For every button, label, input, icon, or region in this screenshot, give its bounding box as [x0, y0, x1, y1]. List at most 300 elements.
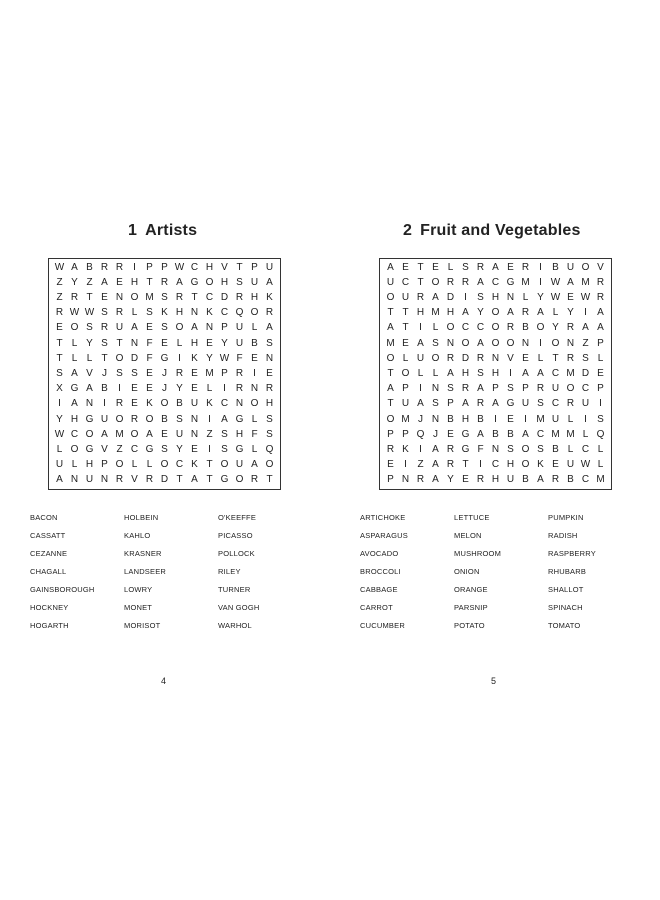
grid-letter: G	[85, 443, 94, 455]
word-list-item: VAN GOGH	[218, 603, 260, 612]
grid-letter: M	[386, 337, 395, 349]
grid-letter: P	[492, 383, 499, 395]
letter-grid	[379, 258, 612, 490]
grid-letter: U	[401, 291, 410, 303]
grid-letter: S	[266, 413, 273, 425]
word-list-item: KRASNER	[124, 549, 162, 558]
grid-letter: O	[431, 276, 440, 288]
grid-letter: D	[130, 352, 139, 364]
grid-letter: O	[205, 276, 214, 288]
grid-letter: A	[176, 276, 183, 288]
grid-letter: E	[101, 291, 108, 303]
grid-letter: Y	[56, 413, 63, 425]
grid-letter: R	[416, 291, 425, 303]
grid-letter: A	[477, 337, 484, 349]
grid-letter: O	[250, 398, 259, 410]
grid-letter: A	[567, 276, 574, 288]
grid-letter: R	[100, 322, 109, 334]
word-list-item: CABBAGE	[360, 585, 398, 594]
grid-letter: A	[507, 307, 514, 319]
grid-letter: I	[584, 307, 587, 319]
grid-letter: E	[116, 276, 123, 288]
grid-letter: G	[235, 413, 244, 425]
grid-letter: L	[251, 443, 258, 455]
grid-letter: R	[446, 352, 455, 364]
grid-letter: S	[537, 398, 544, 410]
grid-letter: H	[491, 367, 500, 379]
grid-letter: Z	[206, 428, 213, 440]
grid-letter: U	[250, 276, 259, 288]
grid-letter: N	[506, 291, 515, 303]
grid-letter: O	[70, 322, 79, 334]
grid-letter: T	[462, 459, 469, 471]
grid-letter: L	[176, 337, 183, 349]
grid-letter: O	[250, 307, 259, 319]
grid-letter: A	[86, 383, 93, 395]
grid-letter: O	[386, 352, 395, 364]
grid-letter: R	[446, 459, 455, 471]
word-list-item: POLLOCK	[218, 549, 255, 558]
grid-letter: L	[206, 383, 213, 395]
grid-letter: W	[219, 352, 230, 364]
grid-letter: N	[265, 352, 274, 364]
grid-letter: O	[160, 459, 169, 471]
grid-letter: Y	[552, 322, 559, 334]
grid-letter: C	[461, 322, 470, 334]
grid-letter: H	[491, 474, 500, 486]
grid-letter: P	[161, 261, 168, 273]
puzzle-number: 1	[128, 222, 138, 239]
grid-letter: T	[56, 352, 63, 364]
grid-letter: C	[220, 307, 229, 319]
grid-letter: N	[190, 307, 199, 319]
grid-letter: F	[146, 352, 153, 364]
grid-letter: P	[522, 383, 529, 395]
grid-letter: B	[522, 322, 529, 334]
grid-letter: L	[597, 352, 604, 364]
grid-letter: B	[567, 474, 574, 486]
grid-letter: I	[133, 261, 136, 273]
grid-letter: O	[431, 352, 440, 364]
grid-letter: E	[552, 459, 559, 471]
grid-letter: W	[69, 307, 80, 319]
grid-letter: H	[461, 367, 470, 379]
grid-letter: A	[56, 474, 63, 486]
grid-letter: H	[205, 261, 214, 273]
grid-letter: S	[116, 367, 123, 379]
grid-letter: U	[506, 474, 515, 486]
grid-letter: A	[477, 428, 484, 440]
grid-letter: A	[146, 428, 153, 440]
grid-letter: W	[550, 291, 561, 303]
grid-letter: G	[85, 413, 94, 425]
grid-letter: L	[86, 352, 93, 364]
grid-letter: A	[251, 459, 258, 471]
grid-letter: R	[115, 474, 124, 486]
grid-letter: Z	[56, 291, 63, 303]
word-list-item: ARTICHOKE	[360, 513, 406, 522]
grid-letter: I	[208, 413, 211, 425]
grid-letter: R	[115, 398, 124, 410]
word-list-item: TOMATO	[548, 621, 581, 630]
grid-letter: C	[581, 383, 590, 395]
grid-letter: E	[251, 352, 258, 364]
word-list-item: LETTUCE	[454, 513, 490, 522]
grid-letter: I	[479, 459, 482, 471]
grid-letter: B	[477, 413, 484, 425]
grid-letter: H	[190, 337, 199, 349]
grid-letter: E	[56, 322, 63, 334]
grid-letter: L	[71, 459, 78, 471]
grid-letter: U	[85, 474, 94, 486]
grid-letter: D	[446, 291, 455, 303]
grid-letter: R	[596, 276, 605, 288]
grid-letter: E	[507, 261, 514, 273]
grid-letter: A	[387, 383, 394, 395]
grid-letter: O	[386, 291, 395, 303]
grid-letter: H	[446, 307, 455, 319]
grid-letter: D	[581, 367, 590, 379]
grid-letter: I	[494, 413, 497, 425]
grid-letter: B	[522, 474, 529, 486]
grid-letter: A	[522, 428, 529, 440]
grid-letter: C	[551, 398, 560, 410]
grid-letter: P	[101, 459, 108, 471]
word-list-item: O'KEEFFE	[218, 513, 257, 522]
word-list-item: ONION	[454, 567, 480, 576]
grid-letter: N	[205, 322, 214, 334]
grid-letter: O	[521, 443, 530, 455]
grid-letter: A	[582, 322, 589, 334]
grid-letter: V	[597, 261, 604, 273]
grid-letter: S	[462, 261, 469, 273]
grid-letter: K	[161, 307, 168, 319]
grid-letter: L	[597, 443, 604, 455]
puzzle-title-text: Fruit and Vegetables	[420, 222, 581, 239]
grid-letter: H	[70, 413, 79, 425]
grid-letter: E	[387, 459, 394, 471]
word-list-item: ORANGE	[454, 585, 488, 594]
grid-letter: A	[597, 322, 604, 334]
grid-letter: U	[100, 413, 109, 425]
grid-letter: L	[567, 413, 574, 425]
grid-letter: I	[464, 291, 467, 303]
grid-letter: S	[56, 367, 63, 379]
word-list-item: LANDSEER	[124, 567, 167, 576]
grid-letter: U	[115, 322, 124, 334]
grid-letter: V	[131, 474, 138, 486]
grid-letter: P	[597, 383, 604, 395]
grid-letter: I	[208, 443, 211, 455]
grid-letter: B	[507, 428, 514, 440]
grid-letter: A	[387, 322, 394, 334]
puzzle-title-text: Artists	[145, 222, 198, 239]
grid-letter: R	[175, 367, 184, 379]
grid-letter: E	[432, 261, 439, 273]
grid-letter: S	[597, 413, 604, 425]
grid-letter: T	[266, 474, 273, 486]
grid-letter: Z	[116, 443, 123, 455]
grid-letter: C	[491, 276, 500, 288]
grid-letter: W	[174, 261, 185, 273]
grid-letter: E	[161, 428, 168, 440]
grid-letter: O	[130, 428, 139, 440]
grid-letter: N	[491, 443, 500, 455]
grid-letter: R	[446, 276, 455, 288]
grid-letter: O	[506, 337, 515, 349]
grid-letter: F	[477, 443, 484, 455]
grid-letter: G	[506, 276, 515, 288]
grid-letter: O	[160, 398, 169, 410]
grid-letter: T	[101, 352, 108, 364]
grid-letter: C	[220, 398, 229, 410]
grid-letter: R	[461, 276, 470, 288]
grid-letter: E	[266, 367, 273, 379]
grid-letter: M	[581, 276, 590, 288]
grid-letter: F	[236, 352, 243, 364]
grid-letter: U	[566, 261, 575, 273]
grid-letter: G	[506, 398, 515, 410]
grid-letter: S	[582, 352, 589, 364]
grid-letter: S	[507, 443, 514, 455]
puzzle-title	[128, 222, 197, 240]
letter-grid	[48, 258, 281, 490]
grid-letter: A	[417, 337, 424, 349]
grid-letter: M	[401, 413, 410, 425]
grid-letter: Y	[477, 307, 484, 319]
page-number: 5	[491, 676, 497, 686]
grid-letter: U	[386, 276, 395, 288]
grid-letter: R	[250, 474, 259, 486]
grid-letter: H	[85, 459, 94, 471]
grid-letter: V	[507, 352, 514, 364]
grid-letter: N	[70, 474, 79, 486]
grid-letter: Y	[447, 474, 454, 486]
grid-letter: R	[476, 398, 485, 410]
grid-letter: C	[581, 474, 590, 486]
puzzle-number: 2	[403, 222, 413, 239]
page-number: 4	[161, 676, 167, 686]
word-list-item: BACON	[30, 513, 58, 522]
grid-letter: A	[462, 398, 469, 410]
grid-letter: C	[130, 443, 139, 455]
grid-letter: U	[235, 337, 244, 349]
grid-letter: N	[190, 428, 199, 440]
grid-letter: H	[250, 291, 259, 303]
grid-letter: O	[265, 459, 274, 471]
grid-letter: N	[130, 337, 139, 349]
grid-letter: U	[175, 428, 184, 440]
grid-letter: T	[206, 459, 213, 471]
grid-letter: T	[206, 474, 213, 486]
grid-letter: I	[404, 459, 407, 471]
grid-letter: Q	[416, 428, 425, 440]
grid-letter: U	[566, 459, 575, 471]
grid-letter: R	[551, 474, 560, 486]
grid-letter: E	[146, 322, 153, 334]
grid-letter: T	[402, 322, 409, 334]
word-list-item: MORISOT	[124, 621, 161, 630]
grid-letter: T	[146, 276, 153, 288]
grid-letter: L	[432, 367, 439, 379]
grid-letter: R	[446, 443, 455, 455]
grid-letter: L	[447, 261, 454, 273]
grid-letter: U	[235, 459, 244, 471]
grid-letter: N	[85, 398, 94, 410]
word-list-item: GAINSBOROUGH	[30, 585, 95, 594]
grid-letter: T	[552, 352, 559, 364]
grid-letter: F	[251, 428, 258, 440]
grid-letter: K	[266, 291, 273, 303]
grid-letter: J	[102, 367, 107, 379]
grid-letter: O	[85, 428, 94, 440]
grid-letter: O	[386, 413, 395, 425]
grid-letter: G	[220, 474, 229, 486]
grid-letter: O	[115, 352, 124, 364]
grid-letter: O	[130, 291, 139, 303]
grid-letter: P	[221, 322, 228, 334]
grid-letter: R	[115, 261, 124, 273]
grid-letter: S	[221, 428, 228, 440]
word-list-item: BROCCOLI	[360, 567, 401, 576]
grid-letter: A	[432, 443, 439, 455]
grid-letter: L	[251, 413, 258, 425]
grid-letter: R	[235, 291, 244, 303]
grid-letter: R	[566, 398, 575, 410]
grid-letter: B	[492, 428, 499, 440]
word-list-item: POTATO	[454, 621, 485, 630]
grid-letter: G	[190, 276, 199, 288]
word-list	[30, 509, 290, 635]
grid-letter: T	[56, 337, 63, 349]
grid-letter: I	[419, 443, 422, 455]
grid-letter: A	[387, 261, 394, 273]
grid-letter: A	[477, 276, 484, 288]
grid-letter: D	[461, 352, 470, 364]
grid-letter: M	[521, 276, 530, 288]
word-list-item: LOWRY	[124, 585, 153, 594]
grid-letter: V	[101, 443, 108, 455]
grid-letter: R	[235, 383, 244, 395]
grid-letter: O	[491, 307, 500, 319]
grid-letter: H	[416, 307, 425, 319]
grid-letter: P	[402, 428, 409, 440]
grid-letter: I	[223, 383, 226, 395]
grid-letter: E	[191, 383, 198, 395]
grid-letter: Y	[206, 352, 213, 364]
grid-letter: T	[402, 307, 409, 319]
grid-letter: P	[221, 367, 228, 379]
grid-letter: T	[387, 367, 394, 379]
grid-letter: O	[491, 322, 500, 334]
grid-letter: E	[567, 291, 574, 303]
grid-letter: J	[162, 367, 167, 379]
grid-letter: O	[70, 443, 79, 455]
grid-letter: R	[55, 307, 64, 319]
grid-letter: R	[596, 291, 605, 303]
grid-letter: A	[266, 276, 273, 288]
word-list-item: CASSATT	[30, 531, 66, 540]
grid-letter: M	[145, 291, 154, 303]
grid-letter: S	[432, 398, 439, 410]
grid-letter: M	[431, 307, 440, 319]
grid-letter: A	[492, 261, 499, 273]
grid-letter: I	[178, 352, 181, 364]
grid-letter: R	[476, 261, 485, 273]
grid-letter: K	[402, 443, 409, 455]
grid-letter: G	[145, 443, 154, 455]
grid-letter: J	[162, 383, 167, 395]
grid-letter: P	[597, 337, 604, 349]
grid-letter: D	[160, 474, 169, 486]
grid-letter: C	[190, 261, 199, 273]
grid-letter: P	[387, 474, 394, 486]
grid-letter: P	[447, 398, 454, 410]
grid-letter: A	[221, 413, 228, 425]
grid-letter: T	[387, 307, 394, 319]
grid-letter: J	[418, 413, 423, 425]
grid-letter: I	[419, 322, 422, 334]
grid-letter: I	[509, 367, 512, 379]
grid-letter: I	[599, 398, 602, 410]
grid-letter: R	[521, 307, 530, 319]
page-right	[330, 0, 660, 900]
grid-letter: F	[146, 337, 153, 349]
grid-letter: S	[447, 383, 454, 395]
grid-letter: Y	[86, 337, 93, 349]
grid-letter: M	[115, 428, 124, 440]
grid-letter: T	[387, 398, 394, 410]
grid-letter: A	[101, 428, 108, 440]
grid-letter: U	[190, 398, 199, 410]
grid-letter: N	[100, 474, 109, 486]
grid-letter: S	[101, 307, 108, 319]
grid-letter: L	[432, 322, 439, 334]
grid-letter: E	[191, 443, 198, 455]
grid-letter: P	[387, 428, 394, 440]
word-list-item: MONET	[124, 603, 153, 612]
grid-letter: I	[539, 337, 542, 349]
grid-letter: U	[416, 352, 425, 364]
grid-letter: E	[161, 337, 168, 349]
grid-letter: Y	[176, 383, 183, 395]
grid-letter: W	[550, 276, 561, 288]
grid-letter: A	[537, 307, 544, 319]
grid-letter: Z	[86, 276, 93, 288]
grid-letter: B	[176, 398, 183, 410]
grid-letter: A	[131, 322, 138, 334]
grid-letter: S	[432, 337, 439, 349]
grid-letter: B	[251, 337, 258, 349]
grid-letter: N	[190, 413, 199, 425]
grid-letter: N	[431, 383, 440, 395]
grid-letter: L	[251, 322, 258, 334]
grid-letter: N	[115, 291, 124, 303]
grid-letter: B	[552, 261, 559, 273]
grid-letter: Z	[56, 276, 63, 288]
grid-letter: V	[221, 261, 228, 273]
grid-letter: P	[402, 383, 409, 395]
grid-letter: L	[71, 337, 78, 349]
grid-letter: R	[536, 383, 545, 395]
grid-letter: Y	[176, 443, 183, 455]
grid-letter: R	[521, 261, 530, 273]
grid-letter: U	[55, 459, 64, 471]
grid-letter: T	[116, 337, 123, 349]
grid-letter: N	[235, 398, 244, 410]
word-list-item: SPINACH	[548, 603, 583, 612]
grid-letter: A	[537, 367, 544, 379]
